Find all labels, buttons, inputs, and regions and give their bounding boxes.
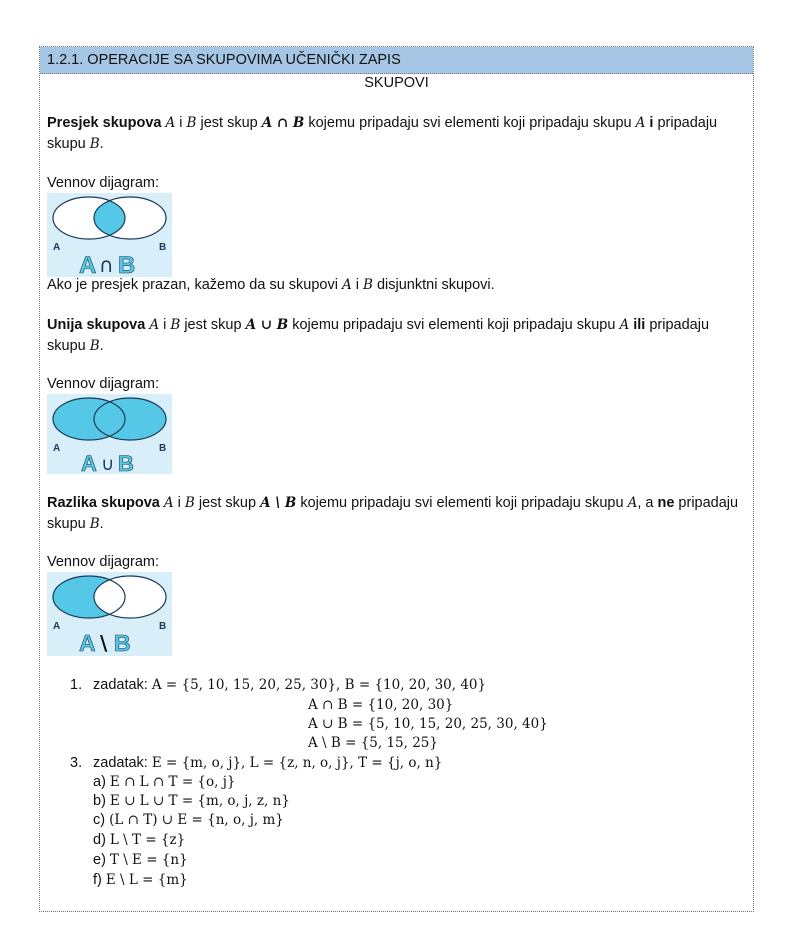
task3-d: d) L \ T = {z} (93, 832, 186, 848)
task3-f: f) E \ L = {m} (93, 872, 188, 888)
venn1-op-a: A (79, 252, 97, 277)
venn-label-2: Vennov dijagram: (47, 376, 160, 392)
venn3-op-a: A (79, 630, 96, 656)
unija-definition: Unija skupova A i B jest skup A ∪ B kojemu pripadaju svi elementi koji pripadaju skupu A ili pripadaju skupu B. (47, 317, 710, 354)
venn3-op-b: B (114, 630, 131, 656)
venn1-op-b: B (118, 252, 136, 277)
venn-diagram-union (47, 394, 172, 478)
venn2-label-b: B (159, 443, 167, 454)
venn2-op-a: A (81, 451, 97, 474)
venn1-op-symbol: ∩ (99, 253, 114, 277)
task3-b: b) E ∪ L ∪ T = {m, o, j, z, n} (93, 793, 290, 809)
section-title: 1.2.1. OPERACIJE SA SKUPOVIMA UČENIČKI ZAPIS (47, 52, 401, 68)
page-subtitle: SKUPOVI (364, 75, 429, 91)
task3-line1: zadatak: E = {m, o, j}, L = {z, n, o, j}, T = {j, o, n} (93, 755, 443, 771)
venn1-label-b: B (159, 242, 167, 253)
disjunkt-note: Ako je presjek prazan, kažemo da su skupovi A i B disjunktni skupovi. (47, 277, 495, 293)
razlika-term: Razlika skupova (47, 495, 160, 511)
task1-number: 1. (70, 677, 83, 693)
task1-line4: A \ B = {5, 15, 25} (308, 735, 438, 751)
task1-line2: A ∩ B = {10, 20, 30} (308, 697, 454, 713)
venn2-label-a: A (53, 443, 61, 454)
task3-c: c) (L ∩ T) ∪ E = {n, o, j, m} (93, 812, 284, 828)
venn1-label-a: A (53, 242, 61, 253)
razlika-definition: Razlika skupova A i B jest skup A \ B kojemu pripadaju svi elementi koji pripadaju skupu A, a ne pripadaju skupu B. (47, 495, 739, 532)
presjek-definition: Presjek skupova A i B jest skup A ∩ B kojemu pripadaju svi elementi koji pripadaju skupu A i pripadaju skupu B. (47, 115, 718, 152)
document-page (39, 46, 754, 912)
venn2-op-symbol: ∪ (101, 454, 115, 474)
section-header (40, 47, 753, 74)
task3-e: e) T \ E = {n} (93, 852, 188, 868)
task3-number: 3. (70, 755, 83, 771)
venn3-op-symbol: \ (100, 631, 108, 655)
venn-diagram-intersection (47, 193, 172, 277)
venn3-label-b: B (159, 621, 167, 632)
venn3-label-a: A (53, 621, 61, 632)
unija-term: Unija skupova (47, 317, 146, 333)
task3-a: a) E ∩ L ∩ T = {o, j} (93, 774, 236, 790)
presjek-term: Presjek skupova (47, 115, 162, 131)
task1-line3: A ∪ B = {5, 10, 15, 20, 25, 30, 40} (308, 716, 548, 732)
task1-line1: zadatak: A = {5, 10, 15, 20, 25, 30}, B = {10, 20, 30, 40} (93, 677, 487, 693)
venn-label-1: Vennov dijagram: (47, 175, 160, 191)
venn2-op-b: B (118, 451, 134, 474)
venn-diagram-difference (47, 572, 172, 656)
venn-label-3: Vennov dijagram: (47, 554, 160, 570)
